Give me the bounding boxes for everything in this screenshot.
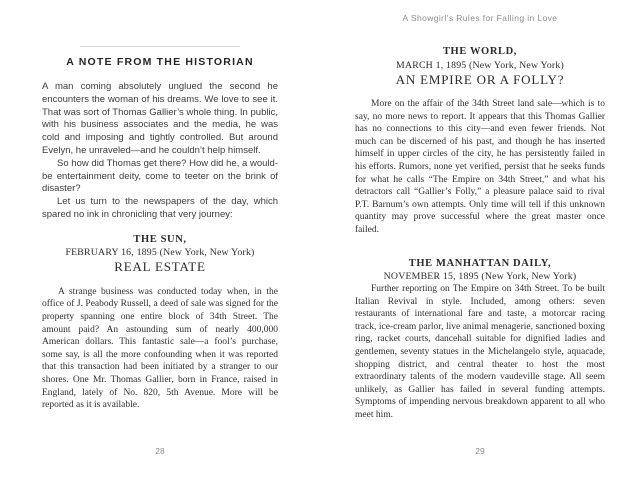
article-body (42, 286, 278, 412)
newspaper-name: THE WORLD, (442, 46, 518, 57)
article-body (355, 283, 605, 422)
article-the-world (355, 46, 605, 237)
article-manhattan-daily (355, 258, 605, 422)
note-paragraph: Let us turn to the newspapers of the day, which spared no ink in chronicling that very journey: (42, 196, 278, 220)
section-divider (80, 46, 240, 47)
article-the-sun (42, 234, 278, 412)
note-paragraph: A man coming absolutely unglued the second he encounters the woman of his dreams. We love to see it. That was sort of Thomas Gallier’s whole thing. In public, with his business associates and the media, he was cold and imposing and tightly controlled. But around Evelyn, he unraveled—and he couldn’t help himself. (42, 81, 278, 156)
article-dateline: MARCH 1, 1895 (New York, New York) (396, 59, 564, 71)
article-paragraph: A strange business was conducted today when, in the office of J. Peabody Russell, a deed of sale was signed for the property spanning one entire block of 34th Street. The amount paid? An astounding sum of nearly 400,000 American dollars. This fantastic sale—a fool’s purchase, some say, is all the more confounding when it was reported that this transaction had been initiated by a stranger to our shores. One Mr. Thomas Gallier, born in France, raised in England, lately of No. 820, 5th Avenue. More will be reported as it is available. (42, 286, 278, 411)
note-paragraph: So how did Thomas get there? How did he, a would-be entertainment deity, come to teeter on the brink of disaster? (42, 157, 278, 195)
page-number: 28 (155, 446, 165, 456)
page-number: 29 (475, 446, 485, 456)
article-body (355, 98, 605, 237)
article-headline: AN EMPIRE OR A FOLLY? (395, 71, 565, 87)
article-paragraph: More on the affair of the 34th Street land sale—which is to say, no more news to report. It appears that this Thomas Gallier has no connections to this city—and even fewer friends. Not much can be discerned of his past, and though he has inserted himself in upper circles of the city, he has persistently failed in his efforts. Rumors, none yet verified, persist that he seeks funds for what he calls “The Empire on 34th Street,” and what his detractors call “Gallier’s Folly,” a pleasure palace said to rival P.T. Barnum’s own attempts. Only time will tell if this unknown quantity may prove successful where the great master once failed. (355, 99, 605, 235)
section-heading: A NOTE FROM THE HISTORIAN (66, 56, 254, 68)
page-right (320, 0, 640, 480)
article-dateline: FEBRUARY 16, 1895 (New York, New York) (65, 247, 255, 259)
newspaper-name: THE MANHATTAN DAILY, (408, 257, 552, 269)
newspaper-name: THE SUN, (133, 233, 187, 245)
article-headline: REAL ESTATE (114, 259, 206, 275)
article-head (42, 234, 278, 275)
running-head: A Showgirl’s Rules for Falling in Love (402, 13, 558, 23)
article-dateline: NOVEMBER 15, 1895 (New York, New York) (383, 271, 577, 283)
article-head (355, 46, 605, 87)
article-paragraph: Further reporting on The Empire on 34th Street. To be built Italian Revival in style. Included, among others: seven restaurants of international fare and taste, a motorcar racing track, ice-cream parlor, live animal menagerie, sanctioned boxing ring, racket courts, dancehall suitable for dignified ladies and gentlemen, seventy statues in the Michelangelo style, aquacade, shopping district, and central theater to host the most extraordinary talents of the modern vaudeville stage. All seem unlikely, as Gallier has failed in several funding attempts. Symptoms of impending nervous breakdown apparent to all who meet him. (355, 284, 605, 420)
historian-note (42, 81, 278, 222)
article-head (355, 258, 605, 284)
